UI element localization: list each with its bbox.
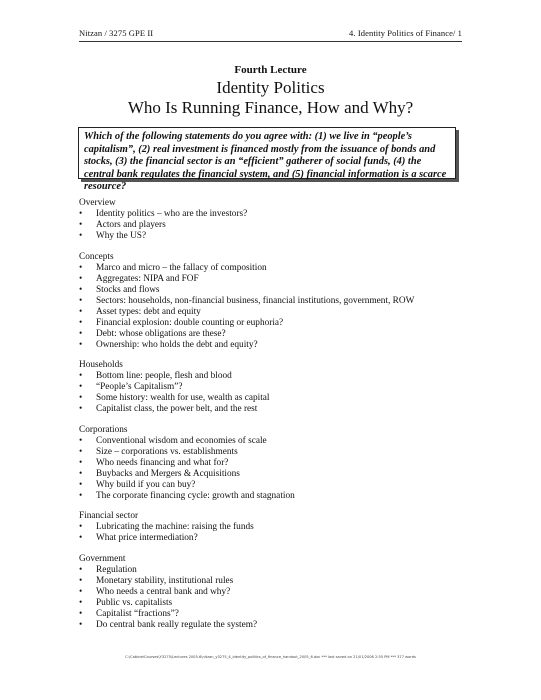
title-block [0, 64, 541, 118]
list-item-text: Financial explosion: double counting or euphoria? [96, 317, 284, 328]
bullet-icon: • [79, 522, 83, 532]
section-title: Households [79, 360, 123, 370]
bullet-icon: • [79, 209, 83, 219]
list-item [79, 382, 479, 393]
bullet-icon: • [79, 586, 83, 597]
bullet-icon: • [79, 317, 83, 328]
bullet-list [79, 209, 479, 242]
list-item [79, 609, 479, 620]
list-item-text: Regulation [96, 564, 137, 575]
list-item [79, 587, 479, 598]
section-government [79, 554, 479, 631]
bullet-icon: • [79, 435, 83, 446]
list-item-text: Size – corporations vs. establishments [96, 446, 238, 457]
list-item [79, 371, 479, 382]
list-item [79, 329, 479, 340]
section-title: Concepts [79, 251, 114, 262]
list-item-text: Asset types: debt and equity [96, 306, 201, 317]
list-item-text: “People’s Capitalism”? [96, 382, 183, 392]
section-concepts [79, 252, 479, 351]
list-item [79, 274, 479, 285]
list-item [79, 469, 479, 480]
section-title: Financial sector [79, 511, 139, 521]
list-item [79, 598, 479, 609]
list-item-text: Identity politics – who are the investors? [96, 209, 248, 219]
list-item-text: Bottom line: people, flesh and blood [96, 371, 232, 381]
list-item [79, 620, 479, 631]
list-item [79, 220, 479, 231]
list-item-text: Lubricating the machine: raising the funds [96, 522, 254, 532]
bullet-icon: • [79, 328, 83, 339]
header-course: Nitzan / 3275 GPE II [79, 28, 154, 38]
section-financial-sector [79, 511, 479, 544]
bullet-icon: • [79, 479, 83, 490]
list-item-text: Ownership: who holds the debt and equity? [96, 339, 258, 350]
list-item-text: Buybacks and Mergers & Acquisitions [96, 468, 240, 479]
list-item-text: Actors and players [96, 220, 166, 230]
header-divider [79, 41, 462, 42]
bullet-icon: • [79, 575, 83, 586]
list-item [79, 458, 479, 469]
list-item [79, 436, 479, 447]
title-line-2: Who Is Running Finance, How and Why? [127, 98, 414, 117]
list-item [79, 565, 479, 576]
bullet-icon: • [79, 273, 83, 284]
list-item [79, 209, 479, 220]
bullet-icon: • [79, 339, 83, 350]
bullet-icon: • [79, 597, 83, 608]
list-item [79, 404, 479, 415]
list-item-text: Aggregates: NIPA and FOF [96, 273, 199, 284]
bullet-list [79, 522, 479, 544]
bullet-icon: • [79, 262, 83, 273]
list-item [79, 393, 479, 404]
section-title: Corporations [79, 424, 128, 435]
bullet-icon: • [79, 295, 83, 306]
list-item-text: Stocks and flows [96, 284, 160, 295]
bullet-icon: • [79, 393, 83, 403]
title-line-1: Identity Politics [216, 78, 325, 97]
section-title: Overview [79, 198, 116, 208]
list-item [79, 447, 479, 458]
bullet-icon: • [79, 306, 83, 317]
bullet-icon: • [79, 382, 83, 392]
outline [79, 198, 479, 640]
bullet-list [79, 565, 479, 631]
list-item-text: Sectors: households, non-financial business, financial institutions, government, ROW [96, 295, 415, 306]
list-item-text: Who needs a central bank and why? [96, 586, 231, 597]
list-item-text: The corporate financing cycle: growth and stagnation [96, 490, 295, 501]
list-item-text: Who needs financing and what for? [96, 457, 229, 468]
section-overview [79, 198, 479, 242]
question-text: Which of the following statements do you agree with: (1) we live in “people’s capitalism”, (2) real investment is financed mostly from the issuance of bonds and stocks, (3) the financial sector is an “efficient” gatherer of social funds, (4) the central bank regulates the financial system, and (5) financial information is a scarce resource? [84, 131, 447, 193]
list-item-text: Marco and micro – the fallacy of composition [96, 262, 267, 273]
bullet-icon: • [79, 446, 83, 457]
bullet-icon: • [79, 533, 83, 543]
bullet-icon: • [79, 457, 83, 468]
list-item-text: Do central bank really regulate the system? [96, 619, 258, 630]
bullet-list [79, 436, 479, 502]
list-item [79, 491, 479, 502]
page-header [79, 28, 462, 42]
bullet-icon: • [79, 490, 83, 501]
bullet-list [79, 371, 479, 415]
bullet-icon: • [79, 371, 83, 381]
list-item-text: What price intermediation? [96, 533, 198, 543]
question-box [78, 127, 456, 193]
bullet-icon: • [79, 619, 83, 630]
list-item [79, 340, 479, 351]
bullet-icon: • [79, 231, 83, 241]
list-item [79, 285, 479, 296]
footer-file-path: C:\CabinetCourses\Y3275\Lectures 2005-6\nitzan_y3275_4_identity_politics_of_finance_handout_2005_6.doc *** last saved on 21/01/2006 2:55 PM *** 377 words [125, 655, 416, 659]
bullet-list [79, 263, 479, 351]
list-item [79, 533, 479, 544]
bullet-icon: • [79, 608, 83, 619]
section-households [79, 360, 479, 415]
list-item [79, 263, 479, 274]
list-item-text: Public vs. capitalists [96, 597, 173, 608]
section-title: Government [79, 553, 126, 564]
list-item-text: Why build if you can buy? [96, 479, 196, 490]
list-item-text: Monetary stability, institutional rules [96, 575, 234, 586]
header-lecture-page: 4. Identity Politics of Finance/ 1 [349, 28, 462, 38]
list-item [79, 480, 479, 491]
list-item [79, 318, 479, 329]
list-item [79, 307, 479, 318]
bullet-icon: • [79, 284, 83, 295]
section-corporations [79, 425, 479, 502]
list-item-text: Some history: wealth for use, wealth as capital [96, 393, 270, 403]
list-item [79, 576, 479, 587]
list-item [79, 522, 479, 533]
list-item-text: Capitalist class, the power belt, and the rest [96, 404, 258, 414]
bullet-icon: • [79, 564, 83, 575]
bullet-icon: • [79, 220, 83, 230]
bullet-icon: • [79, 468, 83, 479]
list-item-text: Why the US? [96, 231, 147, 241]
list-item-text: Debt: whose obligations are these? [96, 328, 226, 339]
lecture-label: Fourth Lecture [234, 64, 307, 76]
list-item [79, 296, 479, 307]
list-item-text: Conventional wisdom and economies of scale [96, 435, 267, 446]
list-item [79, 231, 479, 242]
list-item-text: Capitalist “fractions”? [96, 608, 179, 619]
bullet-icon: • [79, 404, 83, 414]
